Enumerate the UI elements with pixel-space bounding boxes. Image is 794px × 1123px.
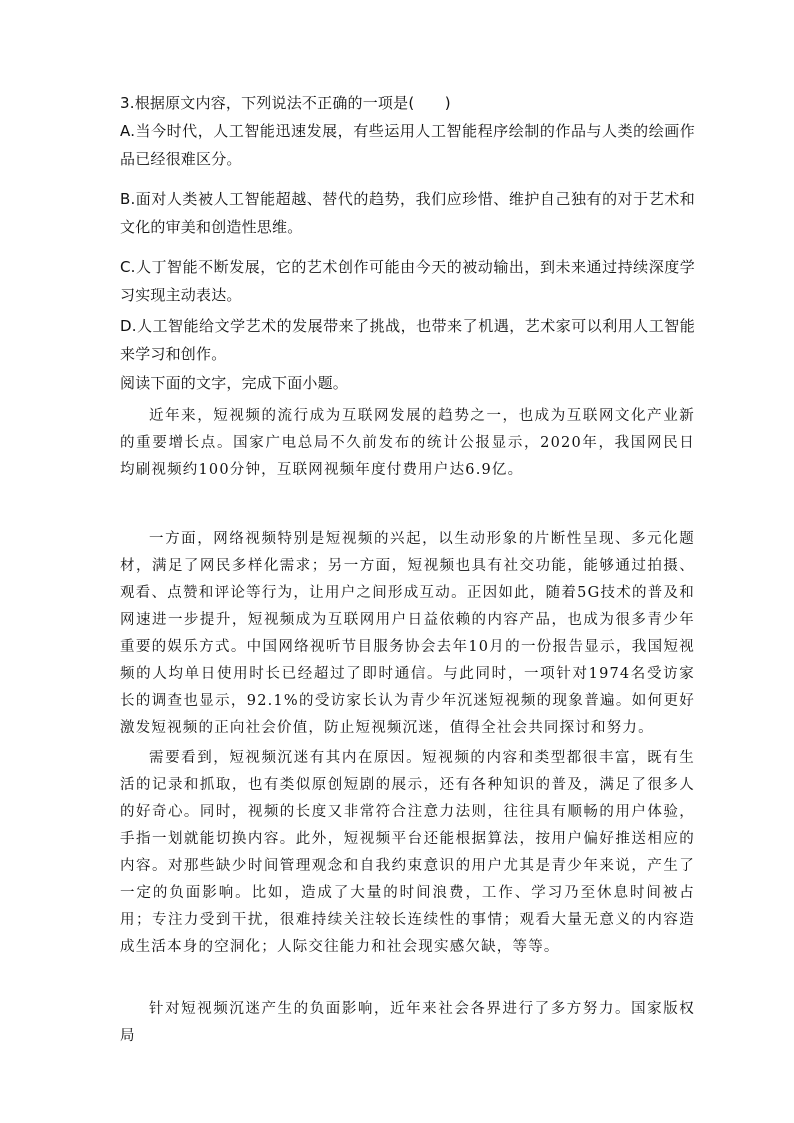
reading-instruction: 阅读下面的文字，完成下面小题。: [120, 374, 349, 392]
passage-paragraph-3: 需要看到，短视频沉迷有其内在原因。短视频的内容和类型都很丰富，既有生活的记录和抓取，也有类似原创短剧的展示，还有各种知识的普及，满足了很多人的好奇心。同时，视频的长度又非常符合注意力法则，往往具有顺畅的用户体验，手指一划就能切换内容。此外，短视频平台还能根据算法，按用户偏好推送相应的内容。对那些缺少时间管理观念和自我约束意识的用户尤其是青少年来说，产生了一定的负面影响。比如，造成了大量的时间浪费，工作、学习乃至休息时间被占用；专注力受到干扰，很难持续关注较长连续性的事情；观看大量无意义的内容造成生活本身的空洞化；人际交往能力和社会现实感欠缺，等等。: [120, 750, 695, 955]
question-stem: 3.根据原文内容，下列说法不正确的一项是( ): [120, 94, 451, 112]
passage-paragraph-2: 一方面，网络视频特别是短视频的兴起，以生动形象的片断性呈现、多元化题材，满足了网民多样化需求；另一方面，短视频也具有社交功能，能够通过拍摄、观看、点赞和评论等行为，让用户之间形成互动。正因如此，随着5G技术的普及和网速进一步提升，短视频成为互联网用户日益依赖的内容产品，也成为很多青少年重要的娱乐方式。中国网络视听节目服务协会去年10月的一份报告显示，我国短视频的人均单日使用时长已经超过了即时通信。与此同时，一项针对1974名受访家长的调查也显示，92.1%的受访家长认为青少年沉迷短视频的现象普遍。如何更好激发短视频的正向社会价值，防止短视频沉迷，值得全社会共同探讨和努力。: [120, 531, 695, 736]
option-c: C.人丁智能不断发展，它的艺术创作可能由今天的被动输出，到未来通过持续深度学习实现主动表达。: [120, 258, 695, 304]
passage-paragraph-4: 针对短视频沉迷产生的负面影响，近年来社会各界进行了多方努力。国家版权局: [120, 1001, 695, 1044]
option-b: B.面对人类被人工智能超越、替代的趋势，我们应珍惜、维护自己独有的对于艺术和文化的审美和创造性思维。: [120, 190, 695, 236]
option-d: D.人工智能给文学艺术的发展带来了挑战，也带来了机遇，艺术家可以利用人工智能来学习和创作。: [120, 317, 695, 363]
passage-paragraph-1: 近年来，短视频的流行成为互联网发展的趋势之一，也成为互联网文化产业新的重要增长点。国家广电总局不久前发布的统计公报显示，2020年，我国网民日均刷视频约100分钟，互联网视频年度付费用户达6.9亿。: [120, 408, 695, 478]
option-a: A.当今时代，人工智能迅速发展，有些运用人工智能程序绘制的作品与人类的绘画作品已经很难区分。: [120, 122, 695, 168]
